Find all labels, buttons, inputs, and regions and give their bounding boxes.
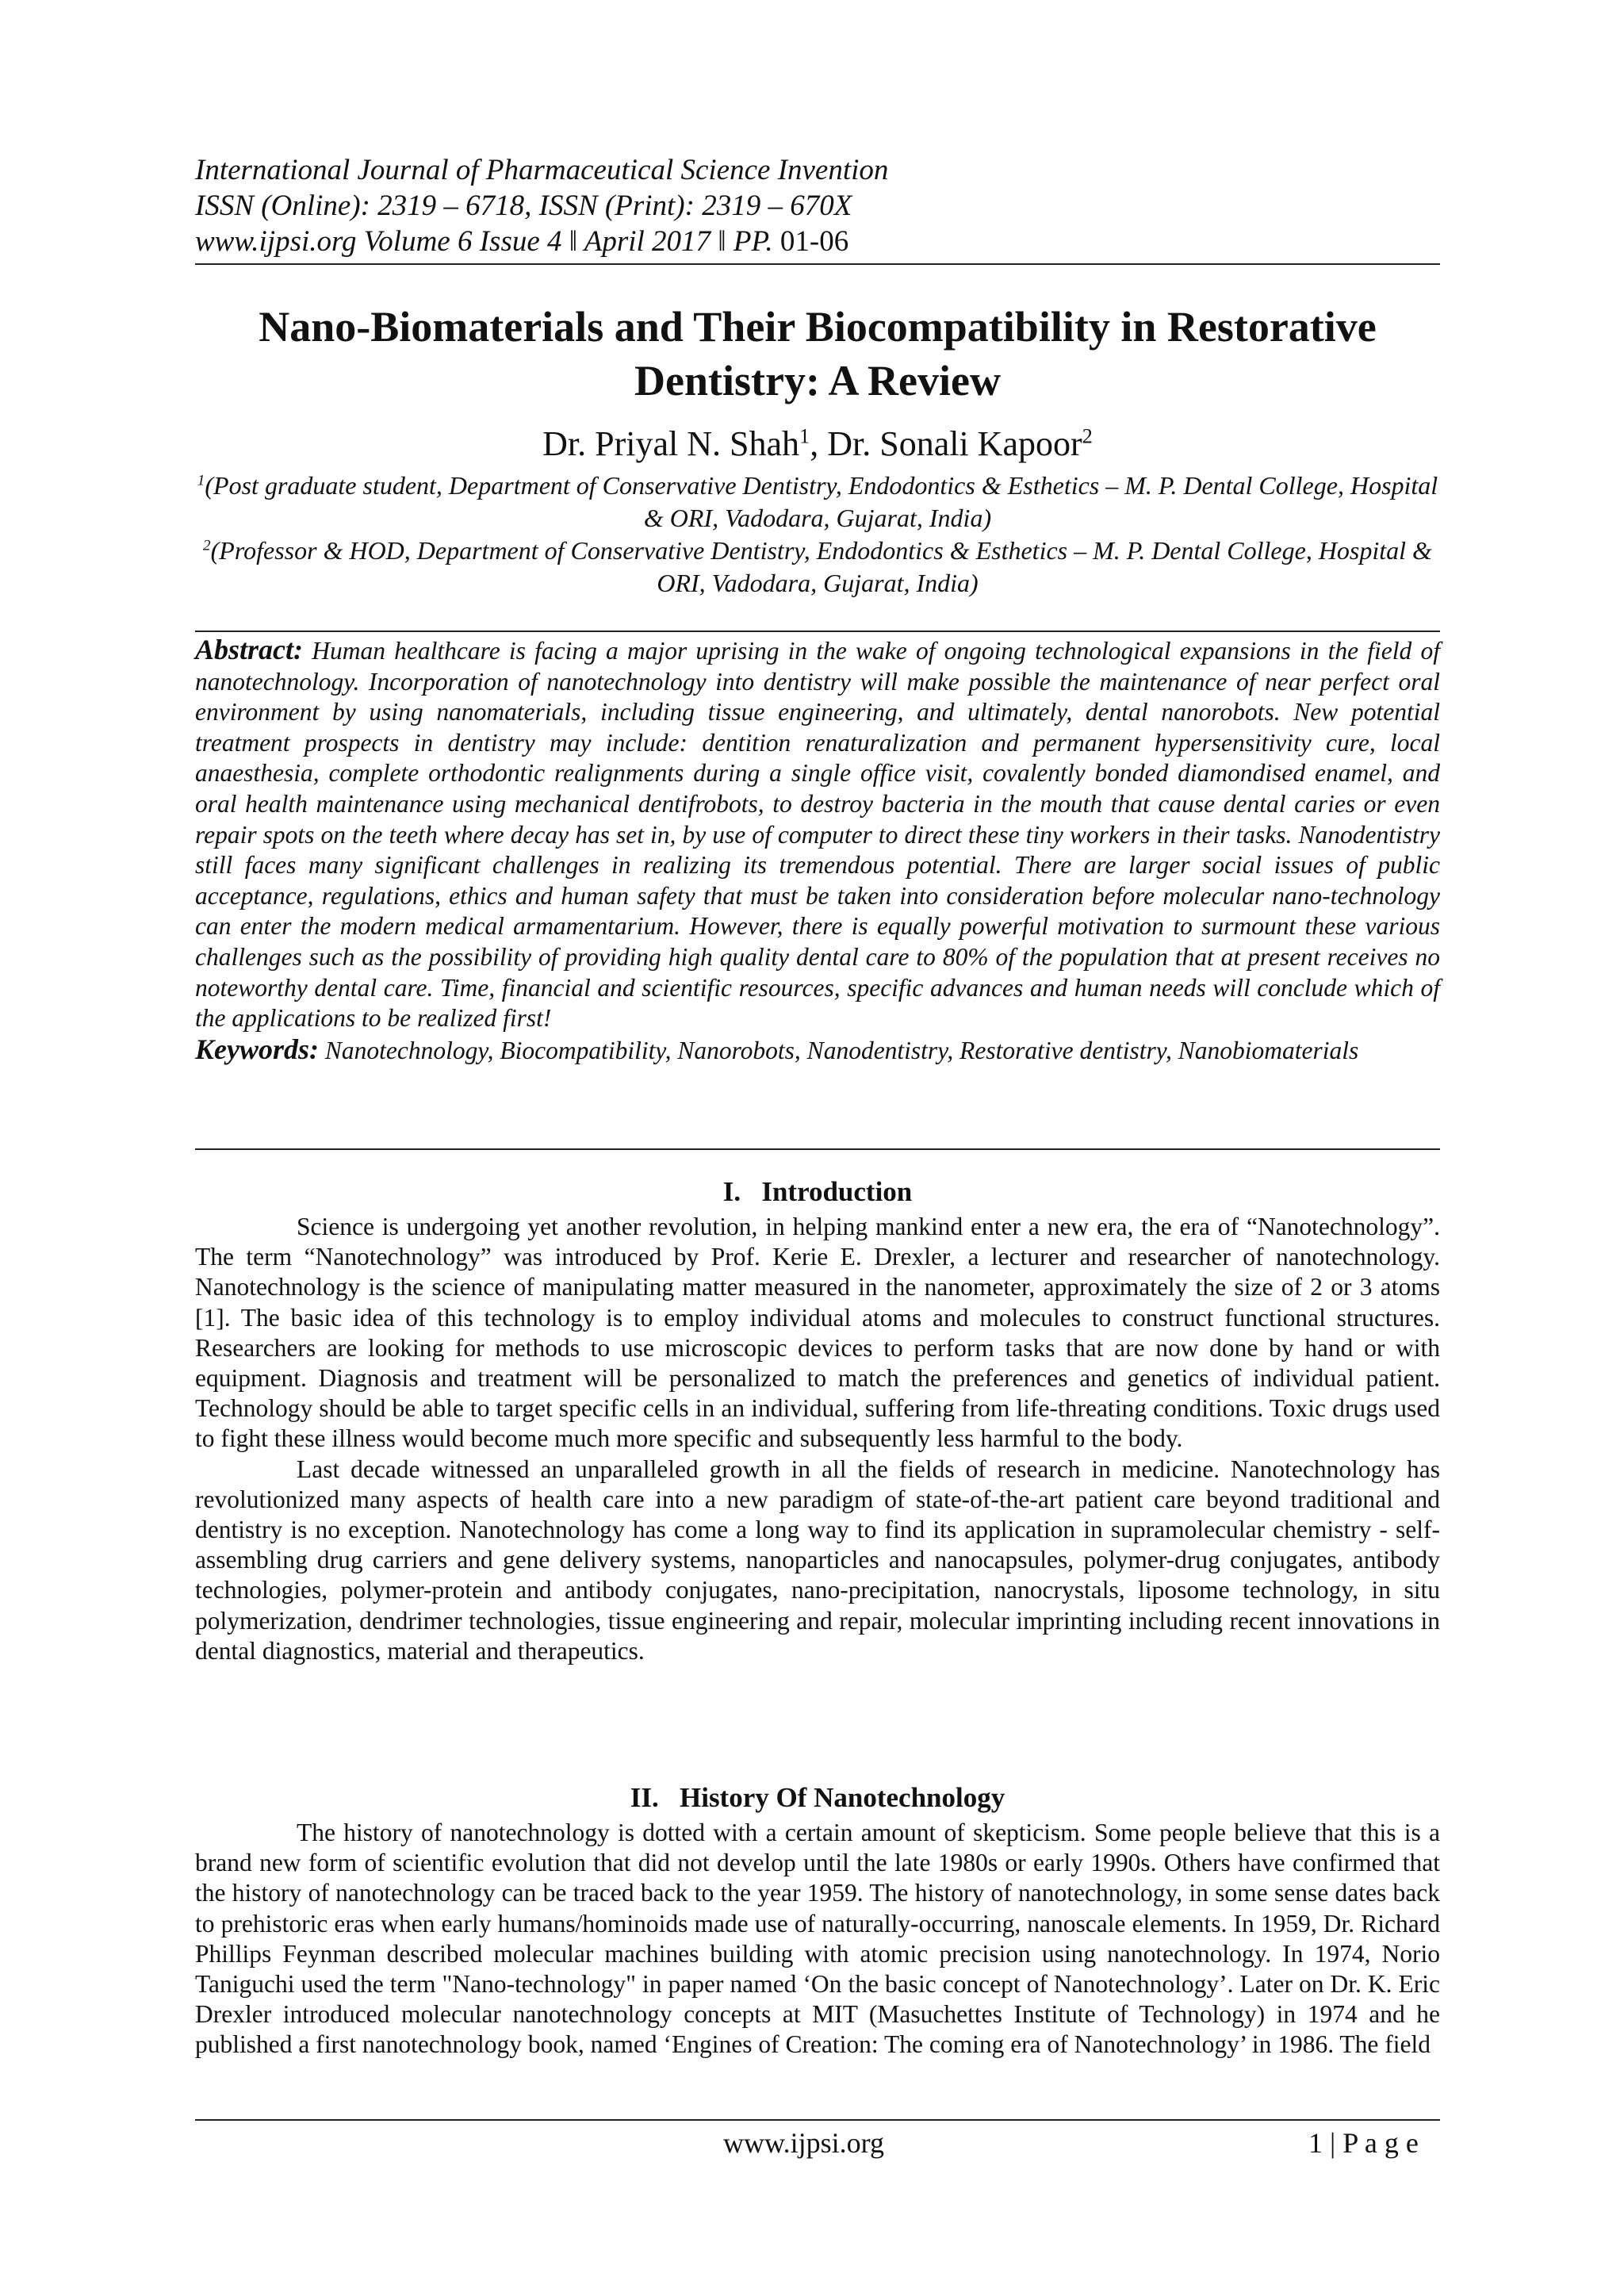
affiliation-1: $^1$(Post graduate student, Department of Conservative Dentistry, Endodontics & Esthetics – M. P. Dental College, Hospital & ORI, Vadodara, Gujarat, India) bbox=[197, 471, 1438, 532]
header-rule bbox=[195, 263, 1440, 265]
section-body-history bbox=[195, 1818, 1440, 2060]
journal-pages: 01-06 bbox=[772, 225, 849, 258]
keywords-label: Keywords: bbox=[195, 1033, 319, 1065]
abstract bbox=[195, 634, 1440, 1034]
journal-header bbox=[195, 152, 1440, 259]
journal-issn: ISSN (Online): 2319 – 6718, ISSN (Print): 2319 – 670X bbox=[195, 190, 852, 222]
author-1-mark: 1 bbox=[799, 424, 810, 448]
paragraph: The history of nanotechnology is dotted with a certain amount of skepticism. Some people believe that this is a brand new form of scientific evolution that did not develop until the late 1980s or early 1990s. Others have confirmed that the history of nanotechnology can be traced back to the year 1959. The history of nanotechnology, in some sense dates back to prehistoric eras when early humans/hominoids made use of naturally-occurring, nanoscale elements. In 1959, Dr. Richard Phillips Feynman described molecular machines building with atomic precision using nanotechnology. In 1974, Norio Taniguchi used the term "Nano-technology" in paper named ‘On the basic concept of Nanotechnology’. Later on Dr. K. Eric Drexler introduced molecular nanotechnology concepts at MIT (Masuchettes Institute of Technology) in 1974 and he published a first nanotechnology book, named ‘Engines of Creation: The coming era of Nanotechnology’ in 1986. The field bbox=[195, 1819, 1440, 2059]
section-body-introduction bbox=[195, 1212, 1440, 1666]
author-1: Dr. Priyal N. Shah bbox=[542, 424, 800, 463]
abstract-bottom-rule bbox=[195, 1148, 1440, 1150]
affiliations bbox=[195, 470, 1440, 600]
abstract-label: Abstract: bbox=[195, 634, 304, 665]
author-2-mark: 2 bbox=[1082, 424, 1093, 448]
abstract-text: Human healthcare is facing a major uprising in the wake of ongoing technological expansions in the field of nanotechnology. Incorporation of nanotechnology into dentistry will make possible the maintenance of near perfect oral environment by using nanomaterials, including tissue engineering, and ultimately, dental nanorobots. New potential treatment prospects in dentistry may include: dentition renaturalization and permanent hypersensitivity cure, local anaesthesia, complete orthodontic realignments during a single office visit, covalently bonded diamondised enamel, and oral health maintenance using mechanical dentifrobots, to destroy bacteria in the mouth that cause dental caries or even repair spots on the teeth where decay has set in, by use of computer to direct these tiny workers in their tasks. Nanodentistry still faces many significant challenges in realizing its tremendous potential. There are larger social issues of public acceptance, regulations, ethics and human safety that must be taken into consideration before molecular nano-technology can enter the modern medical armamentarium. However, there is equally powerful motivation to surmount these various challenges such as the possibility of providing high quality dental care to 80% of the population that at present receives no noteworthy dental care. Time, financial and scientific resources, specific advances and human needs will conclude which of the applications to be realized first! bbox=[195, 637, 1440, 1033]
author-list bbox=[195, 424, 1440, 465]
affiliation-2: $^2$(Professor & HOD, Department of Conservative Dentistry, Endodontics & Esthetics – M. P. Dental College, Hospital & ORI, Vadodara, Gujarat, India) bbox=[203, 536, 1432, 597]
journal-name: International Journal of Pharmaceutical Science Invention bbox=[195, 154, 889, 186]
section-heading-introduction: I. Introduction bbox=[722, 1176, 913, 1207]
journal-volume: www.ijpsi.org Volume 6 Issue 4 ǁ April 2017 ǁ PP. 01-06 bbox=[195, 225, 849, 258]
paragraph: Science is undergoing yet another revolution, in helping mankind enter a new era, the era of “Nanotechnology”. The term “Nanotechnology” was introduced by Prof. Kerie E. Drexler, a lecturer and researcher of nanotechnology. Nanotechnology is the science of manipulating matter measured in the nanometer, approximately the size of 2 or 3 atoms [1]. The basic idea of this technology is to employ individual atoms and molecules to construct functional structures. Researchers are looking for methods to use microscopic devices to perform tasks that are now done by hand or with equipment. Diagnosis and treatment will be personalized to match the preferences and genetics of individual patient. Technology should be able to target specific cells in an individual, suffering from life-threating conditions. Toxic drugs used to fight these illness would become much more specific and subsequently less harmful to the body. bbox=[195, 1213, 1440, 1453]
author-2: Dr. Sonali Kapoor bbox=[827, 424, 1082, 463]
abstract-top-rule bbox=[195, 631, 1440, 632]
abstract-block bbox=[195, 634, 1440, 1066]
footer-website: www.ijpsi.org bbox=[723, 2127, 885, 2159]
section-heading-history: II. History Of Nanotechnology bbox=[630, 1782, 1005, 1813]
footer-rule bbox=[195, 2119, 1440, 2121]
keywords bbox=[195, 1034, 1440, 1067]
footer-page-number: 1 | P a g e bbox=[1308, 2127, 1419, 2159]
keywords-text: Nanotechnology, Biocompatibility, Nanorobots, Nanodentistry, Restorative dentistry, Nanobiomaterials bbox=[319, 1036, 1359, 1064]
paragraph: Last decade witnessed an unparalleled growth in all the fields of research in medicine. Nanotechnology has revolutionized many aspects of health care into a new paradigm of state-of-the-art patient care beyond traditional and dentistry is no exception. Nanotechnology has come a long way to find its application in supramolecular chemistry - self-assembling drug carriers and gene delivery systems, nanoparticles and nanocapsules, polymer-drug conjugates, antibody technologies, polymer-protein and antibody conjugates, nano-precipitation, nanocrystals, liposome technology, in situ polymerization, dendrimer technologies, tissue engineering and repair, molecular imprinting including recent innovations in dental diagnostics, material and therapeutics. bbox=[195, 1455, 1440, 1665]
paper-title: Nano-Biomaterials and Their Biocompatibility in Restorative Dentistry: A Review bbox=[259, 303, 1377, 404]
author-separator: , bbox=[810, 424, 828, 463]
